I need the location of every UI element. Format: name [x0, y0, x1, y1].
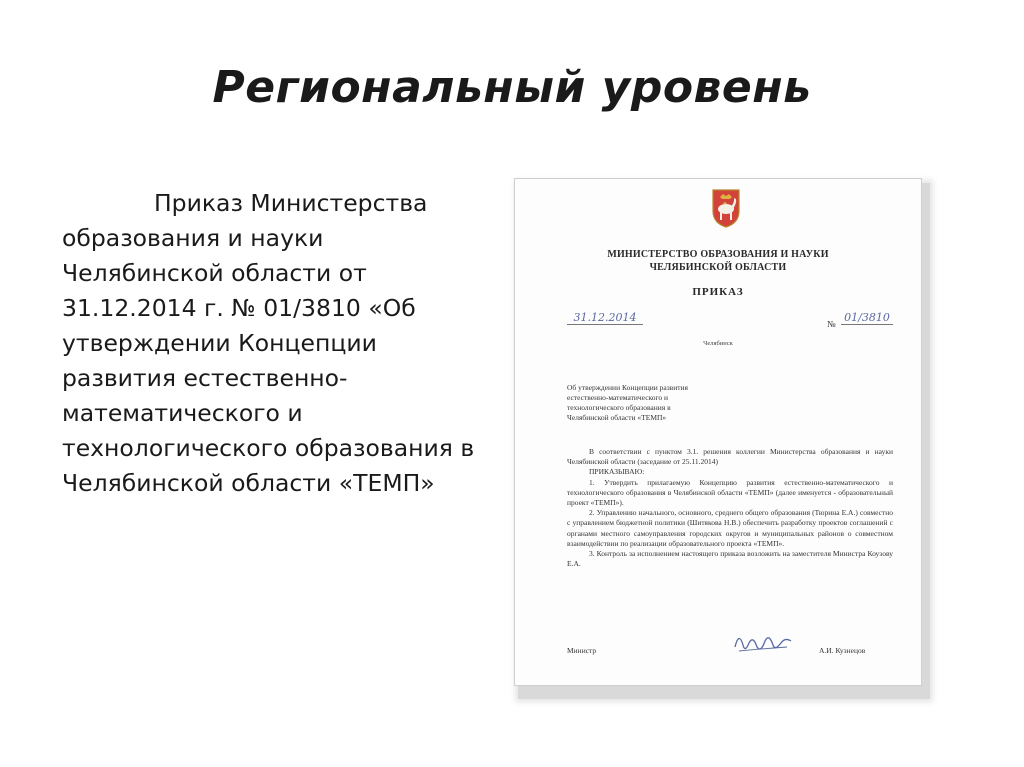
order-paragraph: В соответствии с пунктом 3.1. решения коллегии Министерства образования и науки Челябинской области (заседание от 25.11.2014) — [567, 447, 893, 467]
ministry-line-1: МИНИСТЕРСТВО ОБРАЗОВАНИЯ И НАУКИ — [607, 249, 829, 260]
order-paragraph: 1. Утвердить прилагаемую Концепцию развития естественно-математического и технологического образования в Челябинской области «ТЕМП» (далее именуется - образовательный проект «ТЕМП»). — [567, 477, 893, 508]
number-sign: № — [827, 319, 836, 329]
order-paragraph: 3. Контроль за исполнением настоящего приказа возложить на заместителя Министра Коузову Е.А. — [567, 549, 893, 569]
handwritten-signature — [729, 625, 799, 659]
coat-of-arms-icon — [709, 187, 743, 229]
order-number: 01/3810 — [841, 311, 893, 325]
city-label: Челябинск — [703, 340, 733, 347]
subject-line: технологического образования в — [567, 403, 671, 412]
order-paragraph: 2. Управлению начального, основного, среднего общего образования (Тюрина Е.А.) совместно с управлением бюджетной политики (Шитякова Н.В.) обеспечить разработку проектов соглашений с органами местного самоуправления городских округов и муниципальных районов о совместном взаимодействии по реализации образовательного проекта «ТЕМП». — [567, 508, 893, 548]
order-subject — [567, 383, 717, 423]
order-title: ПРИКАЗ — [692, 286, 744, 298]
signer-role: Министр — [567, 646, 597, 655]
signer-name: А.И. Кузнецов — [819, 646, 866, 655]
order-date: 31.12.2014 — [567, 311, 643, 325]
subject-line: естественно-математического и — [567, 393, 669, 402]
order-paragraph: ПРИКАЗЫВАЮ: — [589, 467, 645, 477]
subject-line: Челябинской области «ТЕМП» — [567, 413, 667, 422]
slide-body-text: Приказ Министерства образования и науки Челябинской области от 31.12.2014 г. № 01/3810 «Об утверждении Концепции развития естественно-математического и технологического образования в Челябинской области «ТЕМП» — [62, 189, 475, 497]
order-content — [567, 447, 893, 569]
ministry-heading — [515, 248, 921, 274]
slide-title: Региональный уровень — [212, 62, 812, 113]
order-document-image — [514, 178, 922, 686]
subject-line: Об утверждении Концепции развития — [567, 383, 688, 392]
ministry-line-2: ЧЕЛЯБИНСКОЙ ОБЛАСТИ — [649, 262, 787, 273]
